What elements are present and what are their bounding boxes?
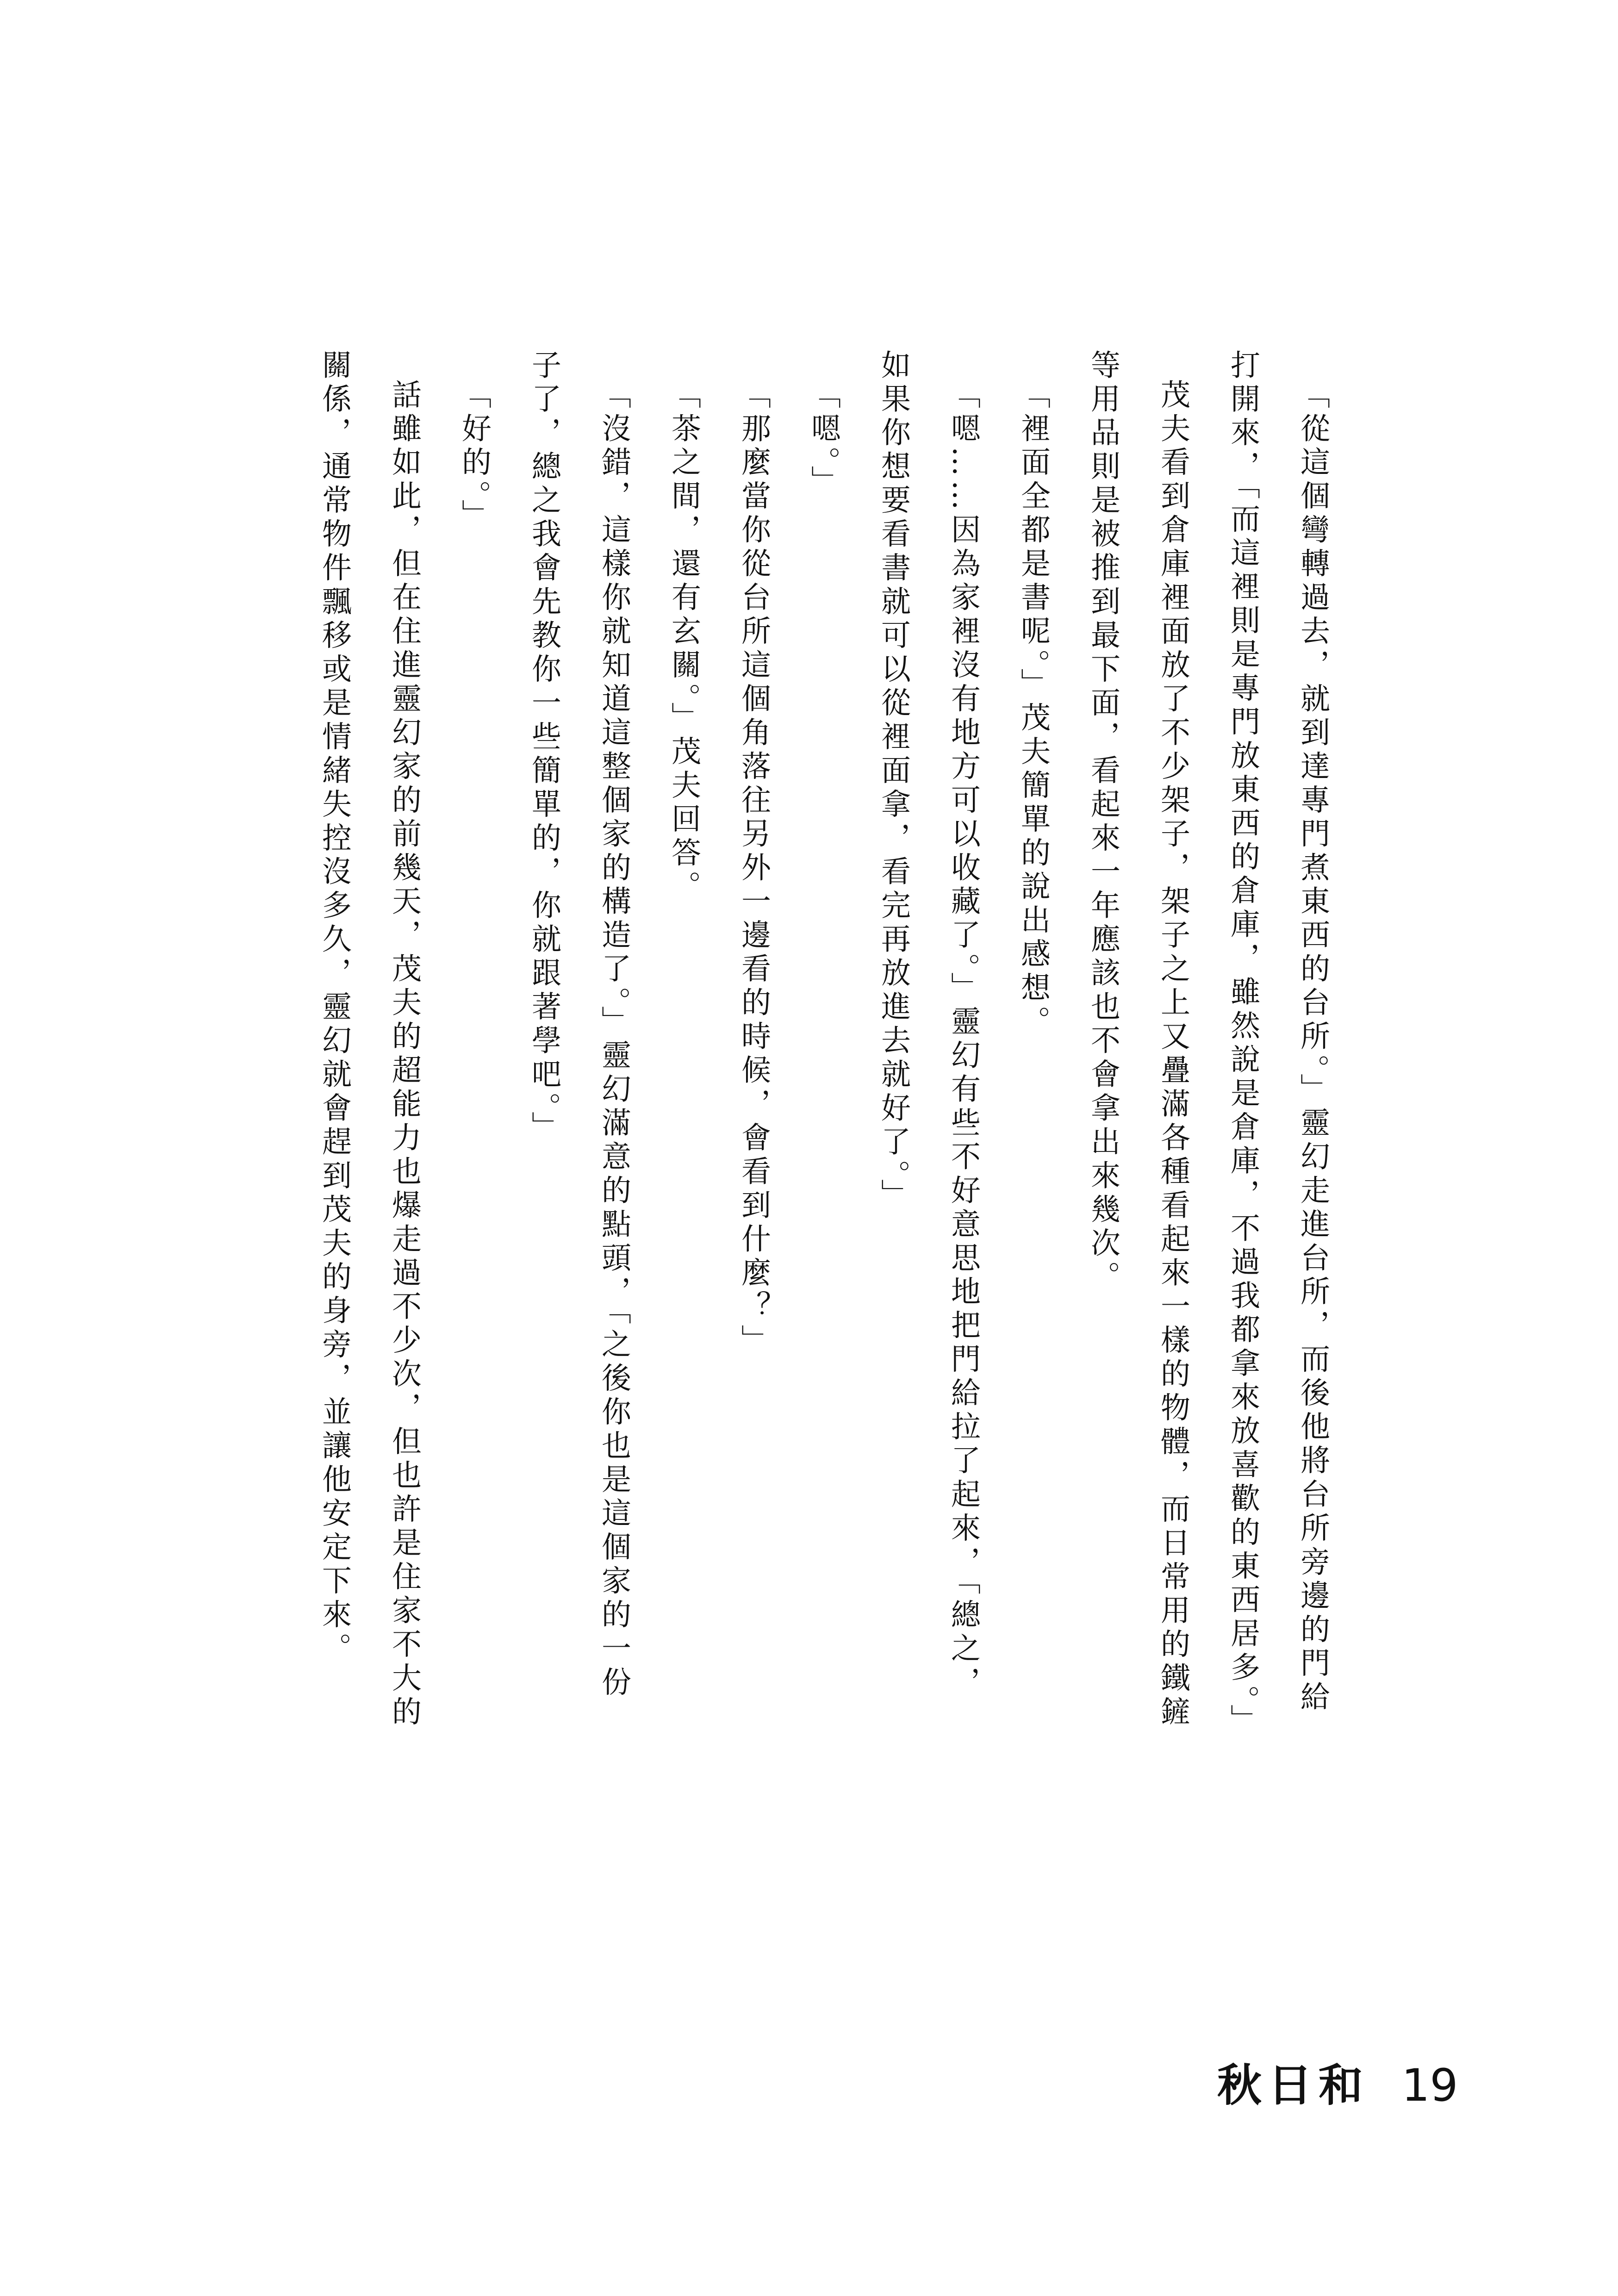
text-line: 「從這個彎轉過去，就到達專門煮東西的台所。」靈幻走進台所，而後他將台所旁邊的門給 bbox=[1295, 379, 1330, 1715]
text-line: 打開來，「而這裡則是專門放東西的倉庫，雖然說是倉庫，不過我都拿來放喜歡的東西居多。」 bbox=[1226, 349, 1260, 1738]
text-line: 茂夫看到倉庫裡面放了不少架子，架子之上又疊滿各種看起來一樣的物體，而日常用的鐵鏟 bbox=[1156, 379, 1190, 1730]
text-line: 子了，總之我會先教你一些簡單的，你就跟著學吧。」 bbox=[527, 349, 561, 1145]
text-line: 「那麼當你從台所這個角落往另外一邊看的時候，會看到什麼？」 bbox=[736, 379, 771, 1358]
text-line: 如果你想要看書就可以從裡面拿，看完再放進去就好了。」 bbox=[876, 349, 910, 1213]
text-line: 「裡面全都是書呢。」茂夫簡單的說出感想。 bbox=[1016, 379, 1050, 1040]
text-line: 關係，通常物件飄移或是情緒失控沒多久，靈幻就會趕到茂夫的身旁，並讓他安定下來。 bbox=[317, 349, 351, 1667]
text-line: 「茶之間，還有玄關。」茂夫回答。 bbox=[666, 379, 701, 905]
vertical-text-body bbox=[299, 349, 1347, 1738]
text-line: 「好的。」 bbox=[457, 379, 491, 533]
text-line: 等用品則是被推到最下面，看起來一年應該也不會拿出來幾次。 bbox=[1086, 349, 1120, 1295]
text-line: 「嗯。」 bbox=[806, 379, 840, 499]
text-line: 話雖如此，但在住進靈幻家的前幾天，茂夫的超能力也爆走過不少次，但也許是住家不大的 bbox=[387, 379, 421, 1730]
text-line: 「嗯……因為家裡沒有地方可以收藏了。」靈幻有些不好意思地把門給拉了起來，「總之， bbox=[946, 379, 980, 1700]
book-title: 秋日和 bbox=[1217, 2059, 1369, 2111]
page-number: 19 bbox=[1401, 2060, 1458, 2111]
page-footer bbox=[1217, 2050, 1458, 2114]
text-line: 「沒錯，這樣你就知道這整個家的構造了。」靈幻滿意的點頭，「之後你也是這個家的一份 bbox=[597, 379, 631, 1700]
